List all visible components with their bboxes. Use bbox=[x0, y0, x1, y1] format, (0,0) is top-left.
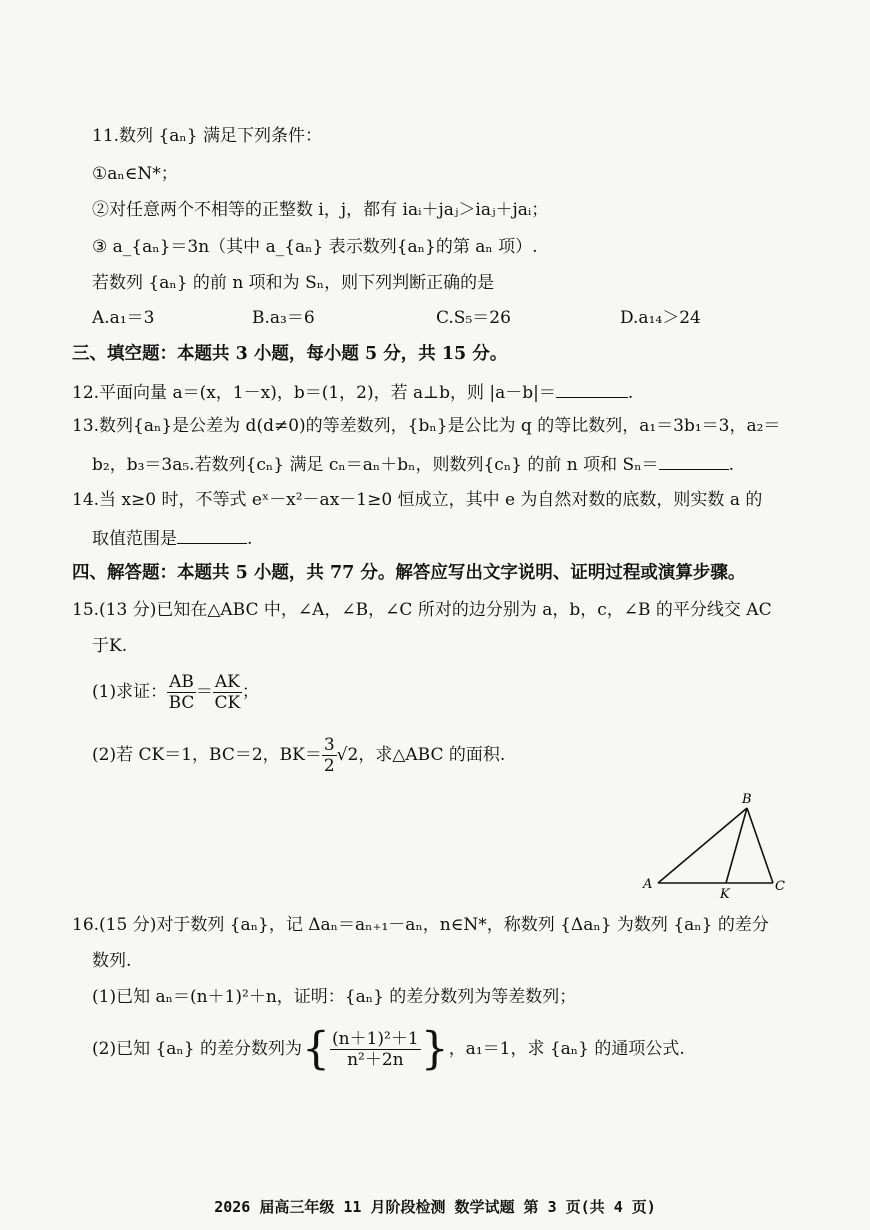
fraction-numerator: 3 bbox=[323, 735, 335, 755]
q15-line-2: 于K. bbox=[92, 636, 128, 656]
q15-part-2 bbox=[92, 733, 505, 777]
right-brace: } bbox=[420, 1023, 449, 1075]
q12: 12.平面向量 a＝(x，1－x)，b＝(1，2)，若 a⊥b，则 |a－b|＝ . bbox=[72, 379, 633, 404]
fraction-denominator: BC bbox=[168, 693, 195, 713]
q15-part-1: (1)求证： $\frac{AB}{BC}$ ＝ $\frac{AK}{CK}$ ； bbox=[92, 672, 259, 713]
q13-answer-blank bbox=[659, 451, 729, 470]
fraction-denominator: n²＋2n bbox=[347, 1050, 404, 1070]
fraction-denominator: 2 bbox=[323, 756, 335, 776]
fraction-ak-ck bbox=[213, 672, 242, 713]
q11-question: 若数列 {aₙ} 的前 n 项和为 Sₙ，则下列判断正确的是 bbox=[92, 273, 495, 293]
q11-option-d: D.a₁₄＞24 bbox=[620, 308, 701, 328]
q11-option-c: C.S₅＝26 bbox=[436, 308, 511, 328]
page-footer: 2026 届高三年级 11 月阶段检测 数学试题 第 3 页(共 4 页) bbox=[214, 1198, 656, 1216]
q11-option-b: B.a₃＝6 bbox=[252, 308, 315, 328]
fraction-numerator: (n＋1)²＋1 bbox=[332, 1029, 419, 1049]
q12-text: 12.平面向量 a＝(x，1－x)，b＝(1，2)，若 a⊥b，则 |a－b|＝ bbox=[72, 383, 556, 403]
label-k: K bbox=[720, 887, 730, 900]
fraction-numerator: AK bbox=[214, 672, 240, 692]
bisector-bk bbox=[726, 808, 747, 883]
q15-line-1: 15.(13 分)已知在△ABC 中，∠A，∠B，∠C 所对的边分别为 a，b，c，∠B 的平分线交 AC bbox=[72, 600, 772, 620]
q11-condition-2: ②对任意两个不相等的正整数 i，j，都有 iaᵢ＋jaⱼ＞iaⱼ＋jaᵢ； bbox=[92, 200, 549, 220]
q16-line-2: 数列. bbox=[92, 951, 132, 971]
section-4-heading: 四、解答题：本题共 5 小题，共 77 分。解答应写出文字说明、证明过程或演算步骤。 bbox=[72, 563, 746, 583]
q16-line-1: 16.(15 分)对于数列 {aₙ}，记 Δaₙ＝aₙ₊₁－aₙ，n∈N*，称数列 {Δaₙ} 为数列 {aₙ} 的差分 bbox=[72, 915, 769, 935]
fraction-denominator: CK bbox=[214, 693, 241, 713]
q11-stem: 11.数列 {aₙ} 满足下列条件： bbox=[92, 126, 322, 146]
q14-line-2: 取值范围是 . bbox=[92, 525, 252, 550]
q15-part-1-prefix: (1)求证： bbox=[92, 682, 168, 702]
side-ab bbox=[658, 808, 747, 883]
triangle-figure bbox=[640, 790, 790, 900]
q11-option-a: A.a₁＝3 bbox=[92, 308, 155, 328]
q14-line-1: 14.当 x≥0 时，不等式 eˣ－x²－ax－1≥0 恒成立，其中 e 为自然对数的底数，则实数 a 的 bbox=[72, 490, 763, 510]
left-brace: { bbox=[302, 1023, 331, 1075]
fraction-numerator: AB bbox=[169, 672, 194, 692]
fraction-difference-sequence bbox=[330, 1029, 421, 1070]
q15-part-2-prefix: (2)若 CK＝1，BC＝2，BK＝ bbox=[92, 745, 322, 765]
label-c: C bbox=[775, 879, 785, 894]
section-3-heading: 三、填空题：本题共 3 小题，每小题 5 分，共 15 分。 bbox=[72, 344, 508, 364]
q16-part-2-suffix: ，a₁＝1，求 {aₙ} 的通项公式. bbox=[448, 1039, 685, 1059]
q16-part-2 bbox=[92, 1024, 685, 1075]
q13-line-1: 13.数列{aₙ}是公差为 d(d≠0)的等差数列，{bₙ}是公比为 q 的等比数列，a₁＝3b₁＝3，a₂＝ bbox=[72, 416, 781, 436]
fraction-ab-bc bbox=[167, 672, 196, 713]
q14-line-2-text: 取值范围是 bbox=[92, 529, 177, 549]
fraction-3-2 bbox=[322, 735, 337, 776]
q11-condition-3: ③ a_{aₙ}＝3n（其中 a_{aₙ} 表示数列{aₙ}的第 aₙ 项）. bbox=[92, 237, 538, 257]
label-b: B bbox=[742, 792, 752, 807]
q13-line-2: b₂，b₃＝3a₅.若数列{cₙ} 满足 cₙ＝aₙ＋bₙ，则数列{cₙ} 的前 n 项和 Sₙ＝ . bbox=[92, 451, 734, 476]
q16-part-1: (1)已知 aₙ＝(n＋1)²＋n，证明：{aₙ} 的差分数列为等差数列； bbox=[92, 987, 577, 1007]
q13-line-2-text: b₂，b₃＝3a₅.若数列{cₙ} 满足 cₙ＝aₙ＋bₙ，则数列{cₙ} 的前 n 项和 Sₙ＝ bbox=[92, 455, 659, 475]
q16-part-2-prefix: (2)已知 {aₙ} 的差分数列为 bbox=[92, 1039, 303, 1059]
q11-condition-1: ①aₙ∈N*； bbox=[92, 164, 178, 184]
q14-answer-blank bbox=[177, 525, 247, 544]
side-bc bbox=[747, 808, 773, 883]
label-a: A bbox=[643, 877, 653, 892]
q15-part-2-suffix: √2，求△ABC 的面积. bbox=[336, 745, 506, 765]
q12-answer-blank bbox=[556, 379, 628, 398]
